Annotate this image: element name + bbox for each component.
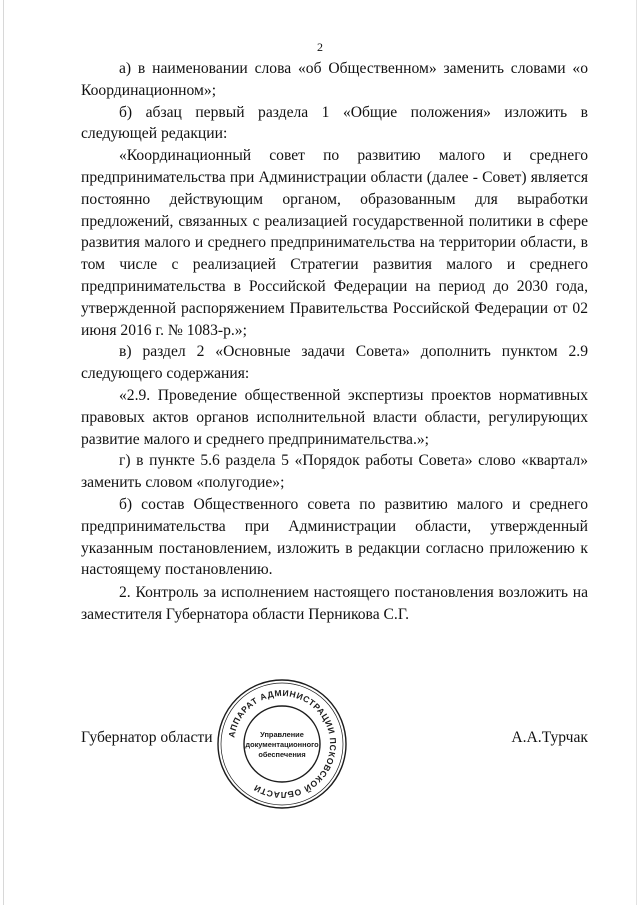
seal-inner-line-1: Управление	[260, 730, 304, 739]
signer-name: А.А.Турчак	[511, 729, 588, 746]
page-edge-right	[636, 0, 637, 905]
paragraph-control: 2. Контроль за исполнением настоящего постановления возложить на заместителя Губернатора области Перникова С.Г.	[81, 584, 588, 623]
page-edge-left	[3, 0, 4, 905]
official-seal	[214, 676, 350, 812]
paragraph-item-2-9: «2.9. Проведение общественной экспертизы проектов нормативных правовых актов органов исполнительной власти области, регулирующих развитие малого и среднего предпринимательства.»;	[81, 386, 588, 448]
seal-outer-text: АППАРАТ АДМИНИСТРАЦИИ ПСКОВСКОЙ ОБЛАСТИ	[226, 687, 339, 801]
seal-inner-line-3: обеспечения	[258, 750, 306, 759]
paragraph-item-5-6: г) в пункте 5.6 раздела 5 «Порядок работы Совета» слово «квартал» заменить словом «полугодие»;	[81, 452, 588, 492]
page-number: 2	[317, 40, 323, 54]
paragraph-section1-text: «Координационный совет по развитию малого и среднего предпринимательства при Администрации области (далее - Совет) является постоянно действующим органом, образованным для выработки предложений, связанных с реализацией государственной политики в сфере развития малого и среднего предпринимательства на территории области, в том числе с реализацией Стратегии развития малого и среднего предпринимательства в Российской Федерации на период до 2030 года, утвержденной распоряжением Правительства Российской Федерации от 02 июня 2016 г. № 1083-р.»;	[81, 147, 588, 339]
signer-title: Губернатор области	[81, 729, 213, 746]
paragraph-composition: б) состав Общественного совета по развитию малого и среднего предпринимательства при Администрации области, утвержденный указанным постановлением, изложить в редакции согласно приложению к настоящему постановлению.	[81, 495, 588, 579]
paragraph-rename: а) в наименовании слова «об Общественном» заменить словами «о Координационном»;	[81, 60, 588, 99]
seal-inner-line-2: документационного	[245, 740, 319, 749]
document-body	[81, 58, 588, 626]
paragraph-section1-intro: б) абзац первый раздела 1 «Общие положения» изложить в следующей редакции:	[81, 103, 588, 143]
paragraph-section2-intro: в) раздел 2 «Основные задачи Совета» дополнить пунктом 2.9 следующего содержания:	[81, 343, 588, 383]
